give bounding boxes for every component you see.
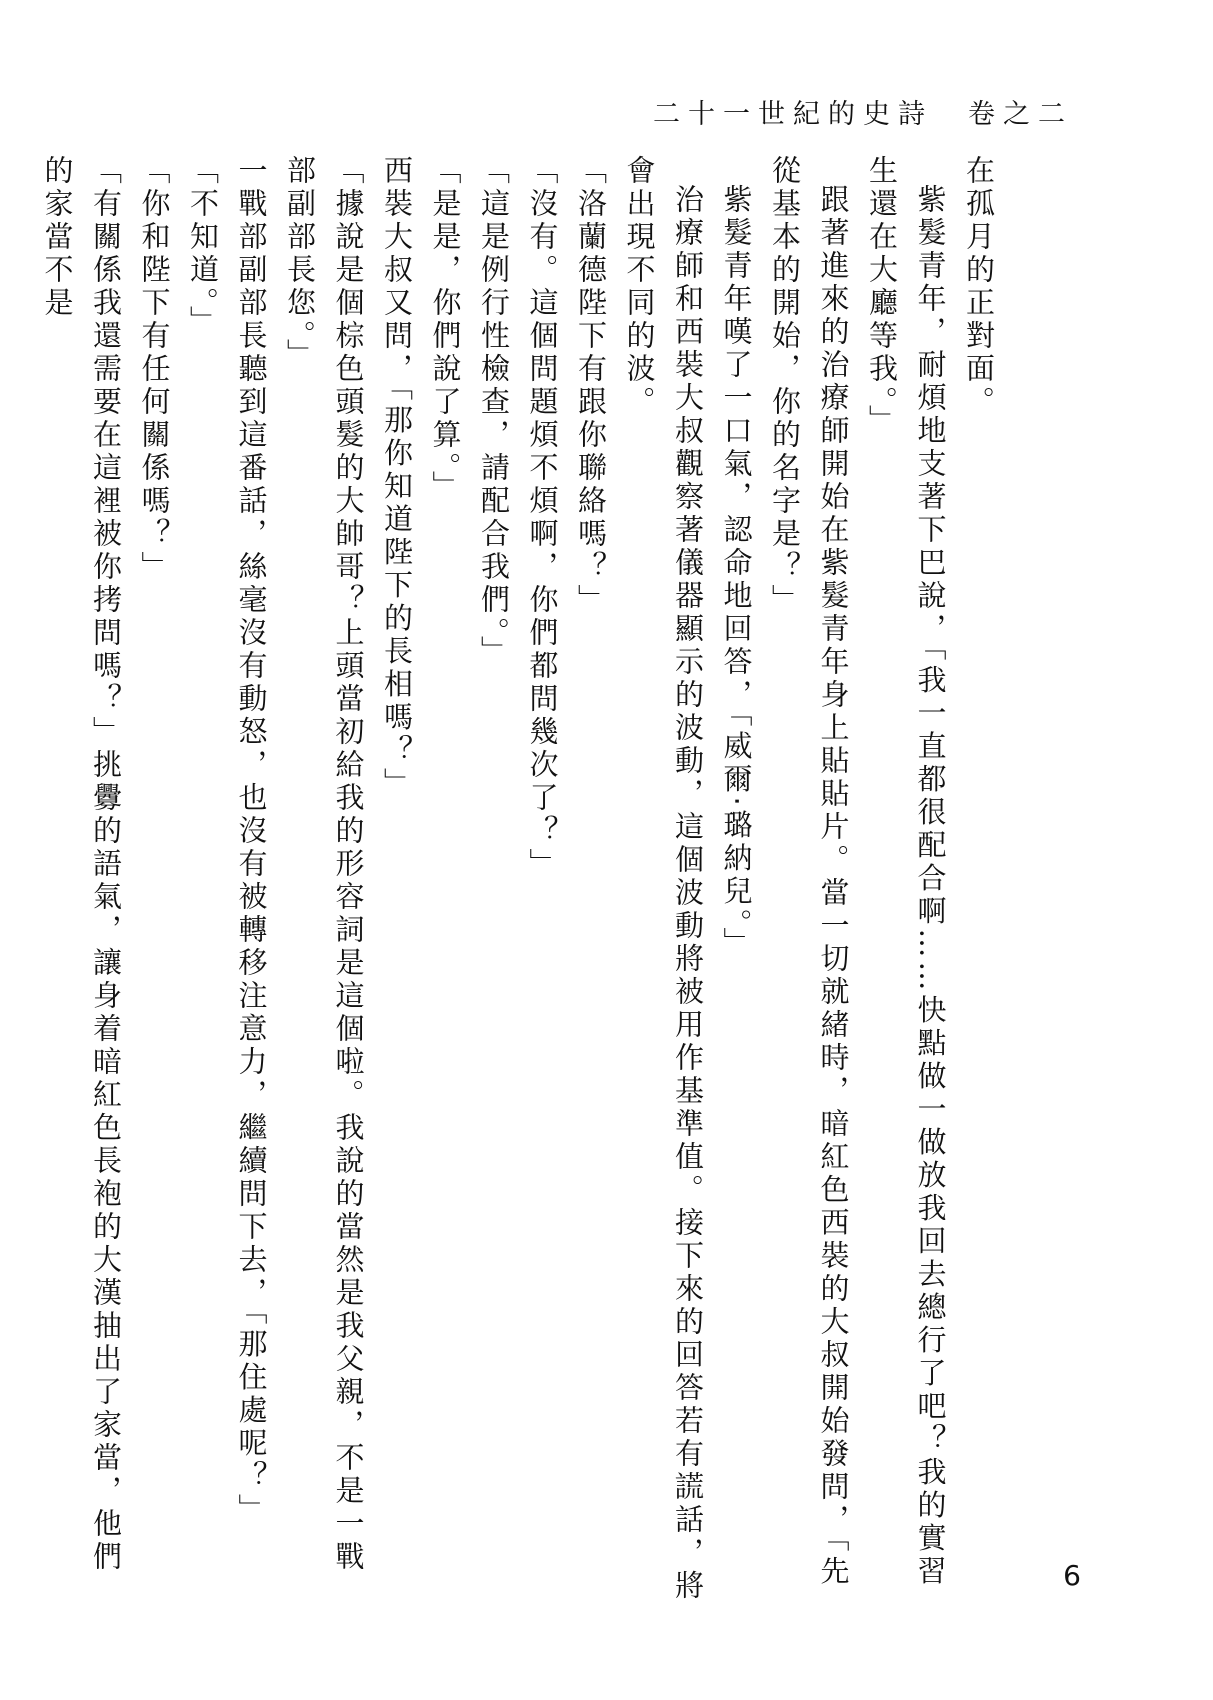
paragraph: 在孤月的正對面。 [962, 155, 996, 419]
running-header: 二十一世紀的史詩 卷之二 [653, 99, 1073, 130]
page-number: 6 [1063, 1559, 1081, 1592]
vertical-body-text [40, 155, 1003, 1605]
paragraph: 「是是，你們說了算。」 [428, 155, 463, 504]
paragraph: 西裝大叔又問，「那你知道陛下的長相嗎？」 [380, 155, 414, 801]
paragraph: 紫髮青年，耐煩地支著下巴說，「我一直都很配合啊……快點做一做放我回去總行了吧？我的實習生還在大廳等我。」 [865, 155, 948, 1589]
paragraph: 「你和陛下有任何關係嗎？」 [137, 155, 172, 584]
paragraph: 「洛蘭德陛下有跟你聯絡嗎？」 [574, 155, 608, 617]
paragraph: 「不知道。」 [186, 155, 220, 339]
paragraph: 「這是例行性檢查，請配合我們。」 [477, 155, 511, 669]
paragraph: 跟著進來的治療師開始在紫髮青年身上貼貼片。當一切就緒時，暗紅色西裝的大叔開始發問，「先從基本的開始，你的名字是？」 [768, 155, 851, 1589]
paragraph: 「有關係我還需要在這裡被你拷問嗎？」挑釁的語氣，讓身着暗紅色長袍的大漢抽出了家當，他們的家當不是 [40, 155, 123, 1574]
paragraph: 「沒有。這個問題煩不煩啊，你們都問幾次了？」 [525, 155, 560, 881]
paragraph: 治療師和西裝大叔觀察著儀器顯示的波動，這個波動將被用作基準值。接下來的回答若有謊話，將會出現不同的波。 [622, 155, 705, 1603]
paragraph: 一戰部副部長聽到這番話，絲毫沒有動怒，也沒有被轉移注意力，繼續問下去，「那住處呢？」 [234, 155, 269, 1527]
paragraph: 「據說是個棕色頭髮的大帥哥？上頭當初給我的形容詞是這個啦。我說的當然是我父親，不是一戰部副部長您。」 [283, 155, 366, 1574]
paragraph: 紫髮青年嘆了一口氣，認命地回答，「威爾‧璐納兒。」 [719, 184, 754, 961]
